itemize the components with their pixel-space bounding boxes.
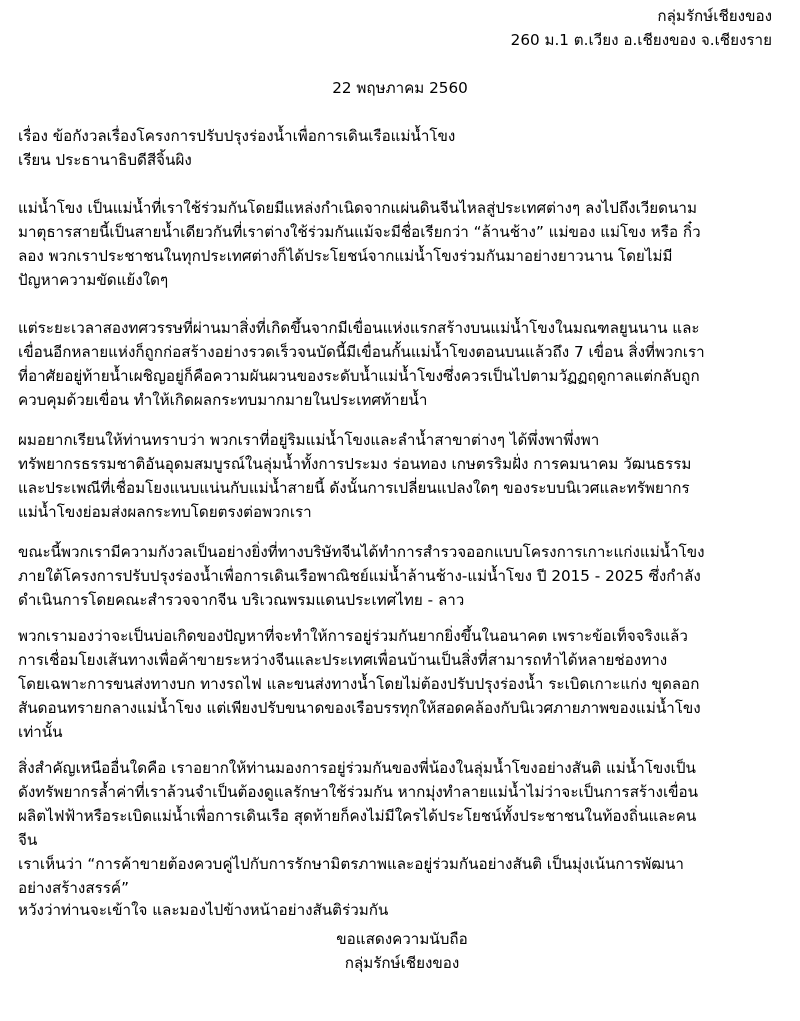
paragraph-line: สิ่งสำคัญเหนืออื่นใดคือ เราอยากให้ท่านมองการอยู่ร่วมกันของพี่น้องในลุ่มน้ำโขงอย่างสันติ แม่น้ำโขงเป็น — [18, 759, 696, 777]
paragraph-line: มาตุธารสายนี้เป็นสายน้ำเดียวกันที่เราต่างใช้ร่วมกันแม้จะมีชื่อเรียกว่า “ล้านช้าง” แม่ของ แม่โขง หรือ กิ๋ว — [18, 223, 701, 241]
paragraph-line: ดำเนินการโดยคณะสำรวจจากจีน บริเวณพรมแดนประเทศไทย - ลาว — [18, 591, 465, 609]
paragraph-line: แต่ระยะเวลาสองทศวรรษที่ผ่านมาสิ่งที่เกิดขึ้นจากมีเขื่อนแห่งแรกสร้างบนแม่น้ำโขงในมณฑลยูนนาน และ — [18, 319, 700, 337]
paragraph-7 — [18, 898, 788, 922]
paragraph-2 — [18, 316, 788, 412]
letter-recipient: เรียน ประธานาธิบดีสีจิ้นผิง — [18, 151, 192, 169]
paragraph-line: แม่น้ำโขงย่อมส่งผลกระทบโดยตรงต่อพวกเรา — [18, 503, 312, 521]
letter-subject: เรื่อง ข้อกังวลเรื่องโครงการปรับปรุงร่องน้ำเพื่อการเดินเรือแม่น้ำโขง — [18, 127, 456, 145]
paragraph-line: ลอง พวกเราประชาชนในทุกประเทศต่างก็ได้ประโยชน์จากแม่น้ำโขงร่วมกันมาอย่างยาวนาน โดยไม่มี — [18, 247, 673, 265]
subject-block — [18, 124, 455, 172]
closing-salutation: ขอแสดงความนับถือ — [336, 930, 468, 948]
paragraph-line: หวังว่าท่านจะเข้าใจ และมองไปข้างหน้าอย่างสันติร่วมกัน — [18, 901, 389, 919]
paragraph-line: สันดอนทรายกลางแม่น้ำโขง แต่เพียงปรับขนาดของเรือบรรทุกให้สอดคล้องกับนิเวศภายภาพของแม่น้ำโขง — [18, 699, 701, 717]
paragraph-6 — [18, 756, 788, 900]
paragraph-line: ผลิตไฟฟ้าหรือระเบิดแม่น้ำเพื่อการเดินเรือ สุดท้ายก็คงไม่มีใครได้ประโยชน์ทั้งประชาชนในท้องถิ่นและคน — [18, 807, 697, 825]
paragraph-line: ควบคุมด้วยเขื่อน ทำให้เกิดผลกระทบมากมายในประเทศท้ายน้ำ — [18, 391, 428, 409]
sender-block — [511, 4, 772, 52]
sender-address: 260 ม.1 ต.เวียง อ.เชียงของ จ.เชียงราย — [510, 31, 772, 49]
paragraph-line: ดังทรัพยากรล้ำค่าที่เราล้วนจำเป็นต้องดูแลรักษาใช้ร่วมกัน หากมุ่งทำลายแม่น้ำไม่ว่าจะเป็นการสร้างเขื่อน — [18, 783, 699, 801]
closing-signatory: กลุ่มรักษ์เชียงของ — [344, 954, 460, 972]
paragraph-line: โดยเฉพาะการขนส่งทางบก ทางรถไฟ และขนส่งทางน้ำโดยไม่ต้องปรับปรุงร่องน้ำ ระเบิดเกาะแก่ง ขุดลอก — [18, 675, 700, 693]
paragraph-line: ทรัพยากรธรรมชาติอันอุดมสมบูรณ์ในลุ่มน้ำทั้งการประมง ร่อนทอง เกษตรริมฝั่ง การคมนาคม วัฒนธรรม — [18, 455, 692, 473]
paragraph-line: ที่อาศัยอยู่ท้ายน้ำเผชิญอยู่ก็คือความผันผวนของระดับน้ำแม่น้ำโขงซึ่งควรเป็นไปตามวัฏฏฤดูกาลแต่กลับถูก — [18, 367, 700, 385]
paragraph-line: ภายใต้โครงการปรับปรุงร่องน้ำเพื่อการเดินเรือพาณิชย์แม่น้ำล้านช้าง-แม่น้ำโขง ปี 2015 - 2025 ซึ่งกำลัง — [18, 567, 701, 585]
paragraph-line: ปัญหาความขัดแย้งใดๆ — [18, 271, 169, 289]
paragraph-line: และประเพณีที่เชื่อมโยงแนบแน่นกับแม่น้ำสายนี้ ดังนั้นการเปลี่ยนแปลงใดๆ ของระบบนิเวศและทรัพยากร — [18, 479, 690, 497]
paragraph-line: แม่น้ำโขง เป็นแม่น้ำที่เราใช้ร่วมกันโดยมีแหล่งกำเนิดจากแผ่นดินจีนไหลสู่ประเทศต่างๆ ลงไปถึงเวียดนาม — [18, 199, 697, 217]
paragraph-line: เท่านั้น — [18, 723, 63, 741]
paragraph-line: อย่างสร้างสรรค์” — [18, 879, 129, 897]
paragraph-line: จีน — [18, 831, 38, 849]
paragraph-line: เราเห็นว่า “การค้าขายต้องควบคู่ไปกับการรักษามิตรภาพและอยู่ร่วมกันอย่างสันติ เป็นมุ่งเน้นการพัฒนา — [18, 855, 684, 873]
letter-date: 22 พฤษภาคม 2560 — [332, 79, 468, 97]
sender-organization: กลุ่มรักษ์เชียงของ — [657, 7, 772, 25]
paragraph-line: ขณะนี้พวกเรามีความกังวลเป็นอย่างยิ่งที่ทางบริษัทจีนได้ทำการสำรวจออกแบบโครงการเกาะแก่งแม่น้ำโขง — [18, 543, 705, 561]
paragraph-5 — [18, 624, 788, 744]
paragraph-4 — [18, 540, 788, 612]
paragraph-line: ผมอยากเรียนให้ท่านทราบว่า พวกเราที่อยู่ริมแม่น้ำโขงและลำน้ำสาขาต่างๆ ได้พึ่งพาพึ่งพา — [18, 431, 600, 449]
paragraph-line: การเชื่อมโยงเส้นทางเพื่อค้าขายระหว่างจีนและประเทศเพื่อนบ้านเป็นสิ่งที่สามารถทำได้หลายช่องทาง — [18, 651, 668, 669]
paragraph-line: เขื่อนอีกหลายแห่งก็ถูกก่อสร้างอย่างรวดเร็วจนบัดนี้มีเขื่อนกั้นแม่น้ำโขงตอนบนแล้วถึง 7 เขื่อน สิ่งที่พวกเรา — [18, 343, 705, 361]
paragraph-3 — [18, 428, 788, 524]
closing-block — [0, 927, 800, 975]
paragraph-1 — [18, 196, 788, 292]
paragraph-line: พวกเรามองว่าจะเป็นบ่อเกิดของปัญหาที่จะทำให้การอยู่ร่วมกันยากยิ่งขึ้นในอนาคต เพราะข้อเท็จจริงแล้ว — [18, 627, 688, 645]
